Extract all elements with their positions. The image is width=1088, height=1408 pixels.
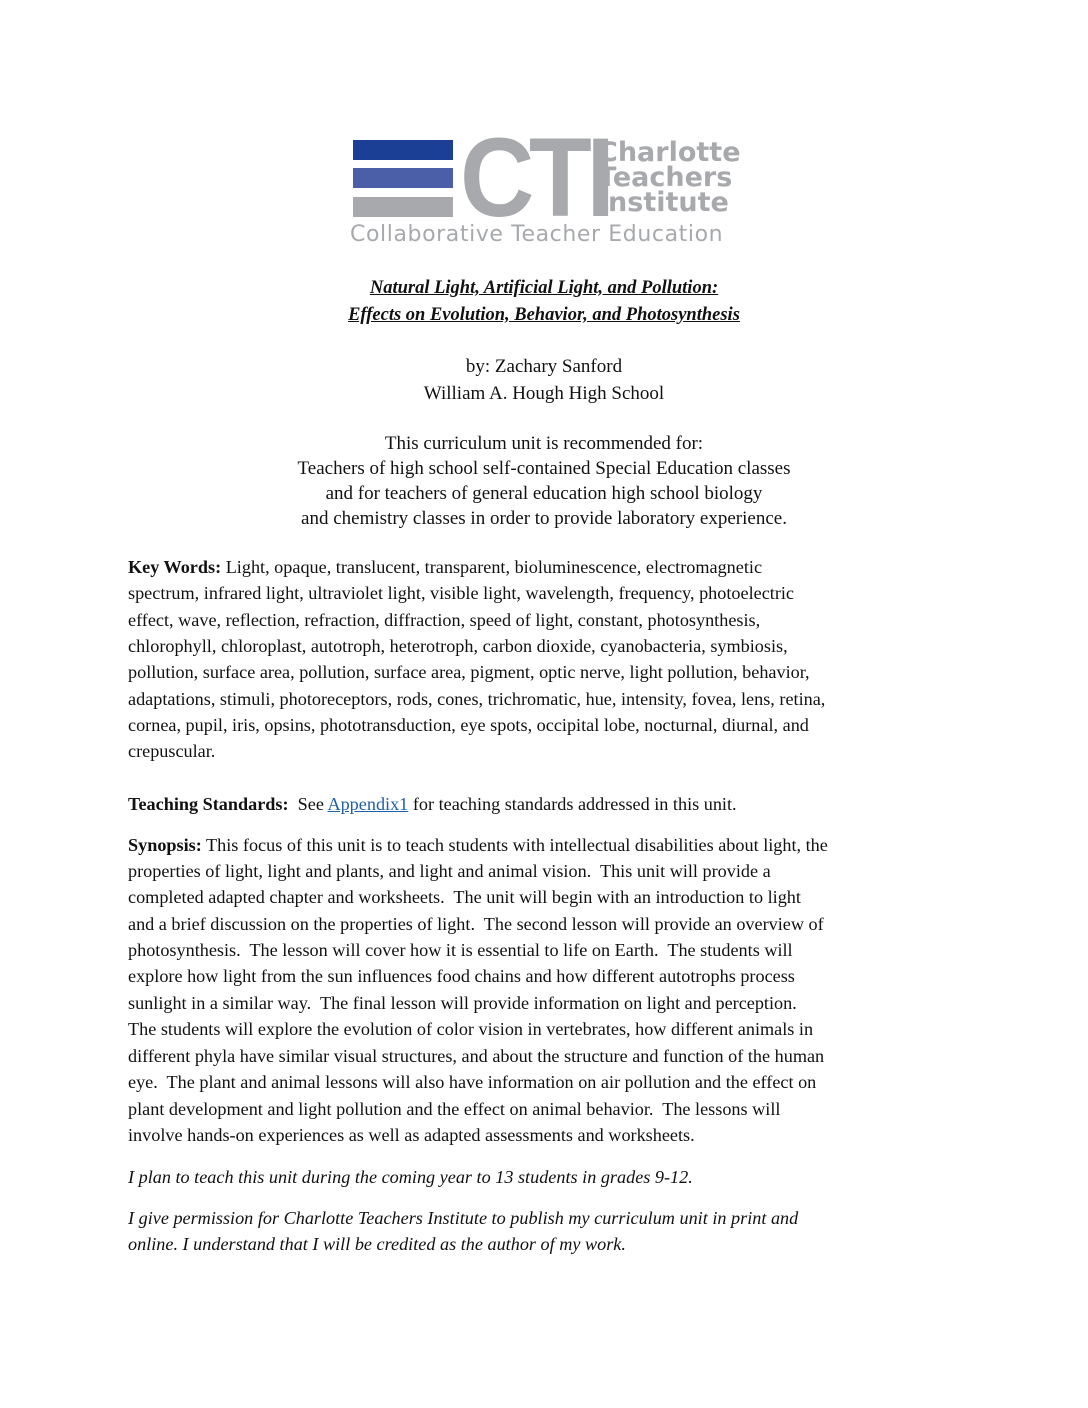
key-words-line: adaptations, stimuli, photoreceptors, rods, cones, trichromatic, hue, intensity, fovea, lens, retina, — [128, 689, 826, 709]
logo-tagline: Collaborative Teacher Education — [350, 222, 724, 247]
key-words-line: pollution, surface area, pollution, surface area, pigment, optic nerve, light pollution, behavior, — [128, 662, 810, 682]
synopsis-line — [128, 834, 828, 856]
author-byline: by: Zachary Sanford — [465, 356, 623, 377]
synopsis-text: This focus of this unit is to teach students with intellectual disabilities about light, the — [201, 835, 828, 855]
synopsis-line: different phyla have similar visual structures, and about the structure and function of the human — [128, 1046, 825, 1066]
synopsis-line: completed adapted chapter and worksheets. The unit will begin with an introduction to light — [128, 887, 801, 907]
plan-statement: I plan to teach this unit during the coming year to 13 students in grades 9-12. — [128, 1167, 693, 1187]
synopsis-line: explore how light from the sun influences food chains and how different autotrophs process — [128, 966, 795, 986]
key-words-line: crepuscular. — [128, 741, 216, 761]
title-line-2: Effects on Evolution, Behavior, and Photosynthesis — [348, 305, 740, 325]
recommendation-line: Teachers of high school self-contained Special Education classes — [297, 458, 791, 479]
synopsis-label: Synopsis: — [128, 835, 202, 855]
synopsis-line: photosynthesis. The lesson will cover how it is essential to life on Earth. The students will — [128, 940, 793, 960]
logo-bar-top — [353, 140, 453, 160]
logo-name-line-2: Teachers — [598, 162, 733, 193]
teaching-standards-post: for teaching standards addressed in this unit. — [408, 794, 737, 814]
synopsis-line: plant development and light pollution and the effect on animal behavior. The lessons will — [128, 1099, 781, 1119]
key-words-line: spectrum, infrared light, ultraviolet light, visible light, wavelength, frequency, photoelectric — [128, 583, 795, 603]
title-line-1: Natural Light, Artificial Light, and Pollution: — [369, 278, 719, 298]
key-words-line — [128, 556, 762, 578]
synopsis-line: sunlight in a similar way. The final lesson will provide information on light and perception. — [128, 993, 797, 1013]
logo-bar-middle — [353, 168, 453, 188]
logo-name-line-1: Charlotte — [598, 137, 741, 168]
key-words-label: Key Words: — [128, 557, 222, 577]
recommendation-line: and for teachers of general education high school biology — [325, 483, 763, 504]
synopsis-line: and a brief discussion on the properties of light. The second lesson will provide an overview of — [128, 914, 824, 934]
permission-line: online. I understand that I will be credited as the author of my work. — [128, 1234, 626, 1254]
synopsis-line: involve hands-on experiences as well as adapted assessments and worksheets. — [128, 1125, 695, 1145]
logo-name-line-3: Institute — [598, 187, 729, 218]
key-words-line: chlorophyll, chloroplast, autotroph, heterotroph, carbon dioxide, cyanobacteria, symbiosis, — [128, 636, 788, 656]
synopsis-line: The students will explore the evolution of color vision in vertebrates, how different animals in — [128, 1019, 814, 1039]
teaching-standards — [128, 793, 737, 815]
key-words-text: Light, opaque, translucent, transparent, bioluminescence, electromagnetic — [221, 557, 763, 577]
key-words-line: cornea, pupil, iris, opsins, phototransduction, eye spots, occipital lobe, nocturnal, diurnal, and — [128, 715, 809, 735]
teaching-standards-pre: See — [288, 794, 328, 814]
key-words-line: effect, wave, reflection, refraction, diffraction, speed of light, constant, photosynthesis, — [128, 610, 761, 630]
appendix-link[interactable]: Appendix1 — [327, 794, 409, 814]
recommendation-line: This curriculum unit is recommended for: — [384, 433, 704, 454]
recommendation-line: and chemistry classes in order to provide laboratory experience. — [301, 508, 787, 529]
logo-abbr: CTI — [460, 115, 610, 240]
author-school: William A. Hough High School — [423, 383, 665, 404]
synopsis-line: eye. The plant and animal lessons will also have information on air pollution and the effect on — [128, 1072, 817, 1092]
teaching-standards-label: Teaching Standards: — [128, 794, 289, 814]
permission-line: I give permission for Charlotte Teachers Institute to publish my curriculum unit in print and — [128, 1208, 799, 1228]
synopsis-line: properties of light, light and plants, and light and animal vision. This unit will provide a — [128, 861, 771, 881]
logo-bar-bottom — [353, 197, 453, 217]
